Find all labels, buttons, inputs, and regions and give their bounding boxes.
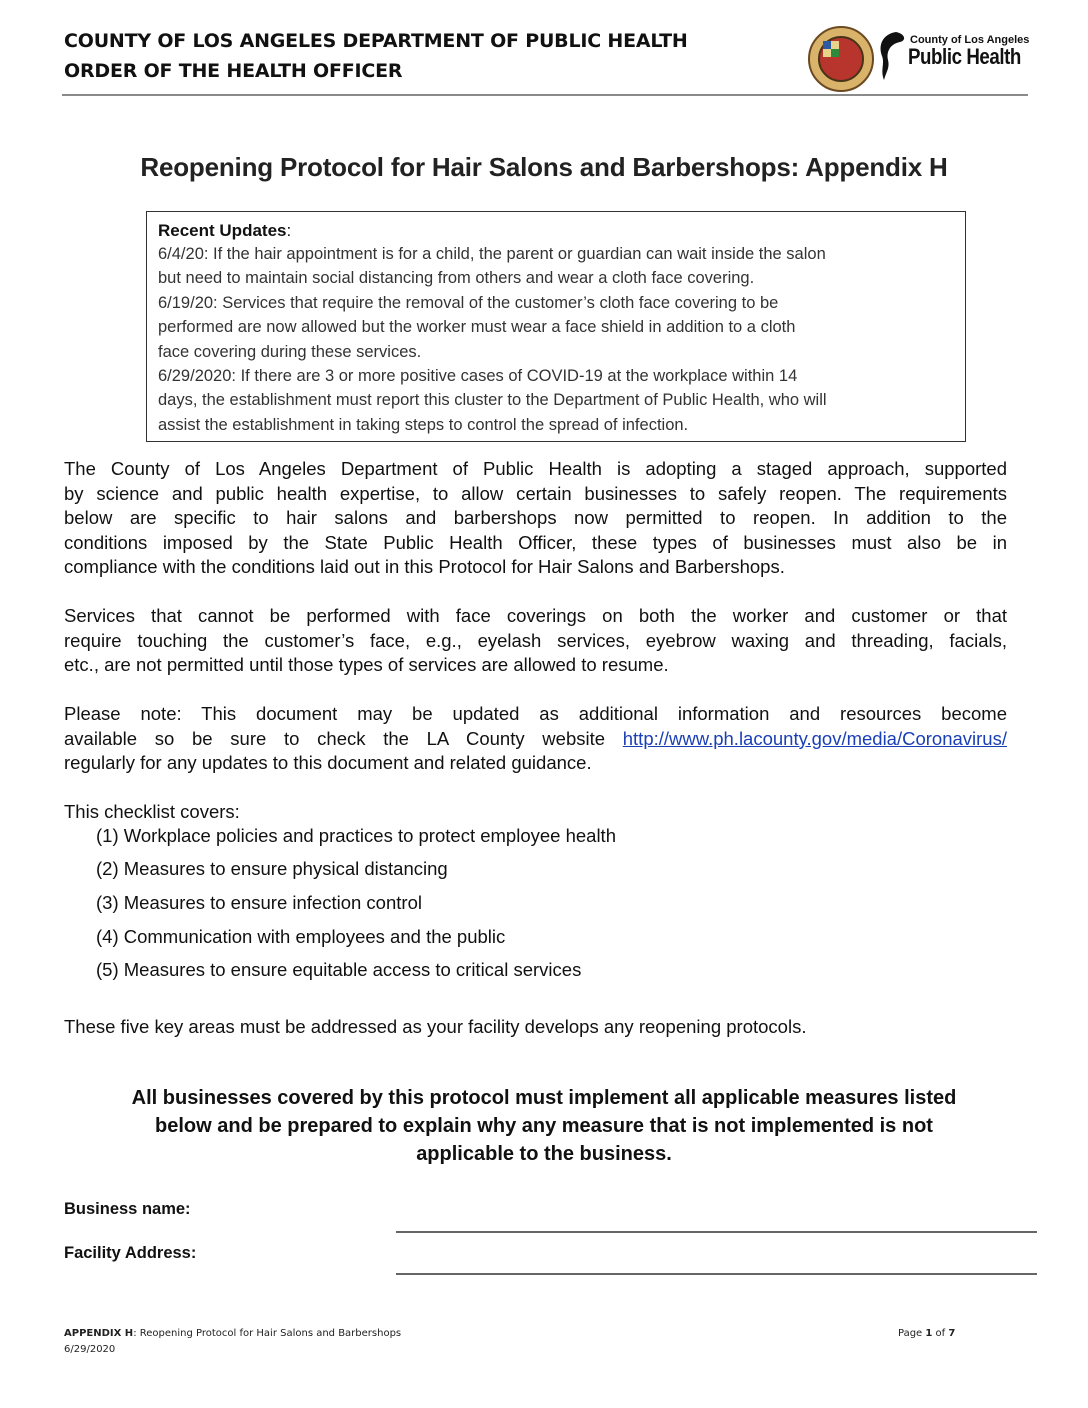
public-health-logo-icon [876, 30, 908, 82]
header-line-2: ORDER OF THE HEALTH OFFICER [64, 60, 403, 82]
header-divider [62, 94, 1028, 96]
checklist-intro: This checklist covers: [64, 801, 240, 822]
update-line: 6/29/2020: If there are 3 or more positive cases of COVID-19 at the workplace within 14 [158, 367, 798, 386]
update-line: assist the establishment in taking steps to control the spread of infection. [158, 415, 689, 434]
facility-address-label: Facility Address: [64, 1244, 197, 1262]
recent-updates-box [146, 211, 966, 442]
county-seal-icon [808, 26, 874, 92]
header-line-1: COUNTY OF LOS ANGELES DEPARTMENT OF PUBLIC HEALTH [64, 30, 688, 52]
page-number: Page 1 of 7 [898, 1328, 956, 1339]
update-line: but need to maintain social distancing from others and wear a cloth face covering. [158, 269, 755, 288]
checklist-item: (1) Workplace policies and practices to protect employee health [96, 825, 616, 846]
footer-date: 6/29/2020 [64, 1344, 116, 1355]
logo-public-health-text: Public Health [908, 44, 1021, 69]
update-line: days, the establishment must report this cluster to the Department of Public Health, who will [158, 391, 827, 410]
services-paragraph: Services that cannot be performed with face coverings on both the worker and customer or that require touching the customer’s face, e.g., eyelash services, eyebrow waxing and threading, facials, etc., are not permitted until those types of services are allowed to resume. [64, 605, 1007, 675]
note-paragraph: Please note: This document may be updated as additional information and resources become available so be sure to check the LA County website http://www.ph.lacounty.gov/media/Coronavirus/ regularly for any updates to this document and related guidance. [64, 703, 1007, 773]
implementation-notice: All businesses covered by this protocol must implement all applicable measures listed below and be prepared to explain why any measure that is not implemented is not applicable to the business. [131, 1087, 957, 1165]
business-name-label: Business name: [64, 1200, 191, 1218]
update-line: 6/19/20: Services that require the removal of the customer’s cloth face covering to be [158, 293, 779, 312]
page-title: Reopening Protocol for Hair Salons and Barbershops: Appendix H [140, 152, 948, 182]
logo-county-text: County of Los Angeles [910, 34, 1030, 46]
recent-updates-heading: Recent Updates: [158, 221, 292, 240]
checklist-item: (5) Measures to ensure equitable access to critical services [96, 959, 582, 980]
la-county-website-link[interactable]: http://www.ph.lacounty.gov/media/Coronavirus/ [622, 727, 1007, 749]
checklist-item: (3) Measures to ensure infection control [96, 892, 422, 913]
update-line: performed are now allowed but the worker must wear a face shield in addition to a cloth [158, 318, 796, 337]
business-name-field[interactable] [396, 1231, 1037, 1233]
facility-address-field[interactable] [396, 1273, 1037, 1275]
key-areas-text: These five key areas must be addressed as your facility develops any reopening protocols. [64, 1016, 807, 1037]
footer-appendix: APPENDIX H: Reopening Protocol for Hair Salons and Barbershops [64, 1328, 402, 1339]
checklist-item: (2) Measures to ensure physical distancing [96, 858, 448, 879]
update-line: 6/4/20: If the hair appointment is for a child, the parent or guardian can wait inside the salon [158, 245, 826, 263]
update-line: face covering during these services. [158, 342, 422, 361]
intro-paragraph: The County of Los Angeles Department of Public Health is adopting a staged approach, supported by science and public health expertise, to allow certain businesses to safely reopen. The requirements below are specific to hair salons and barbershops now permitted to reopen. In addition to the conditions imposed by the State Public Health Officer, these types of businesses must also be in compliance with the conditions laid out in this Protocol for Hair Salons and Barbershops. [64, 458, 1007, 577]
checklist-item: (4) Communication with employees and the public [96, 926, 506, 947]
